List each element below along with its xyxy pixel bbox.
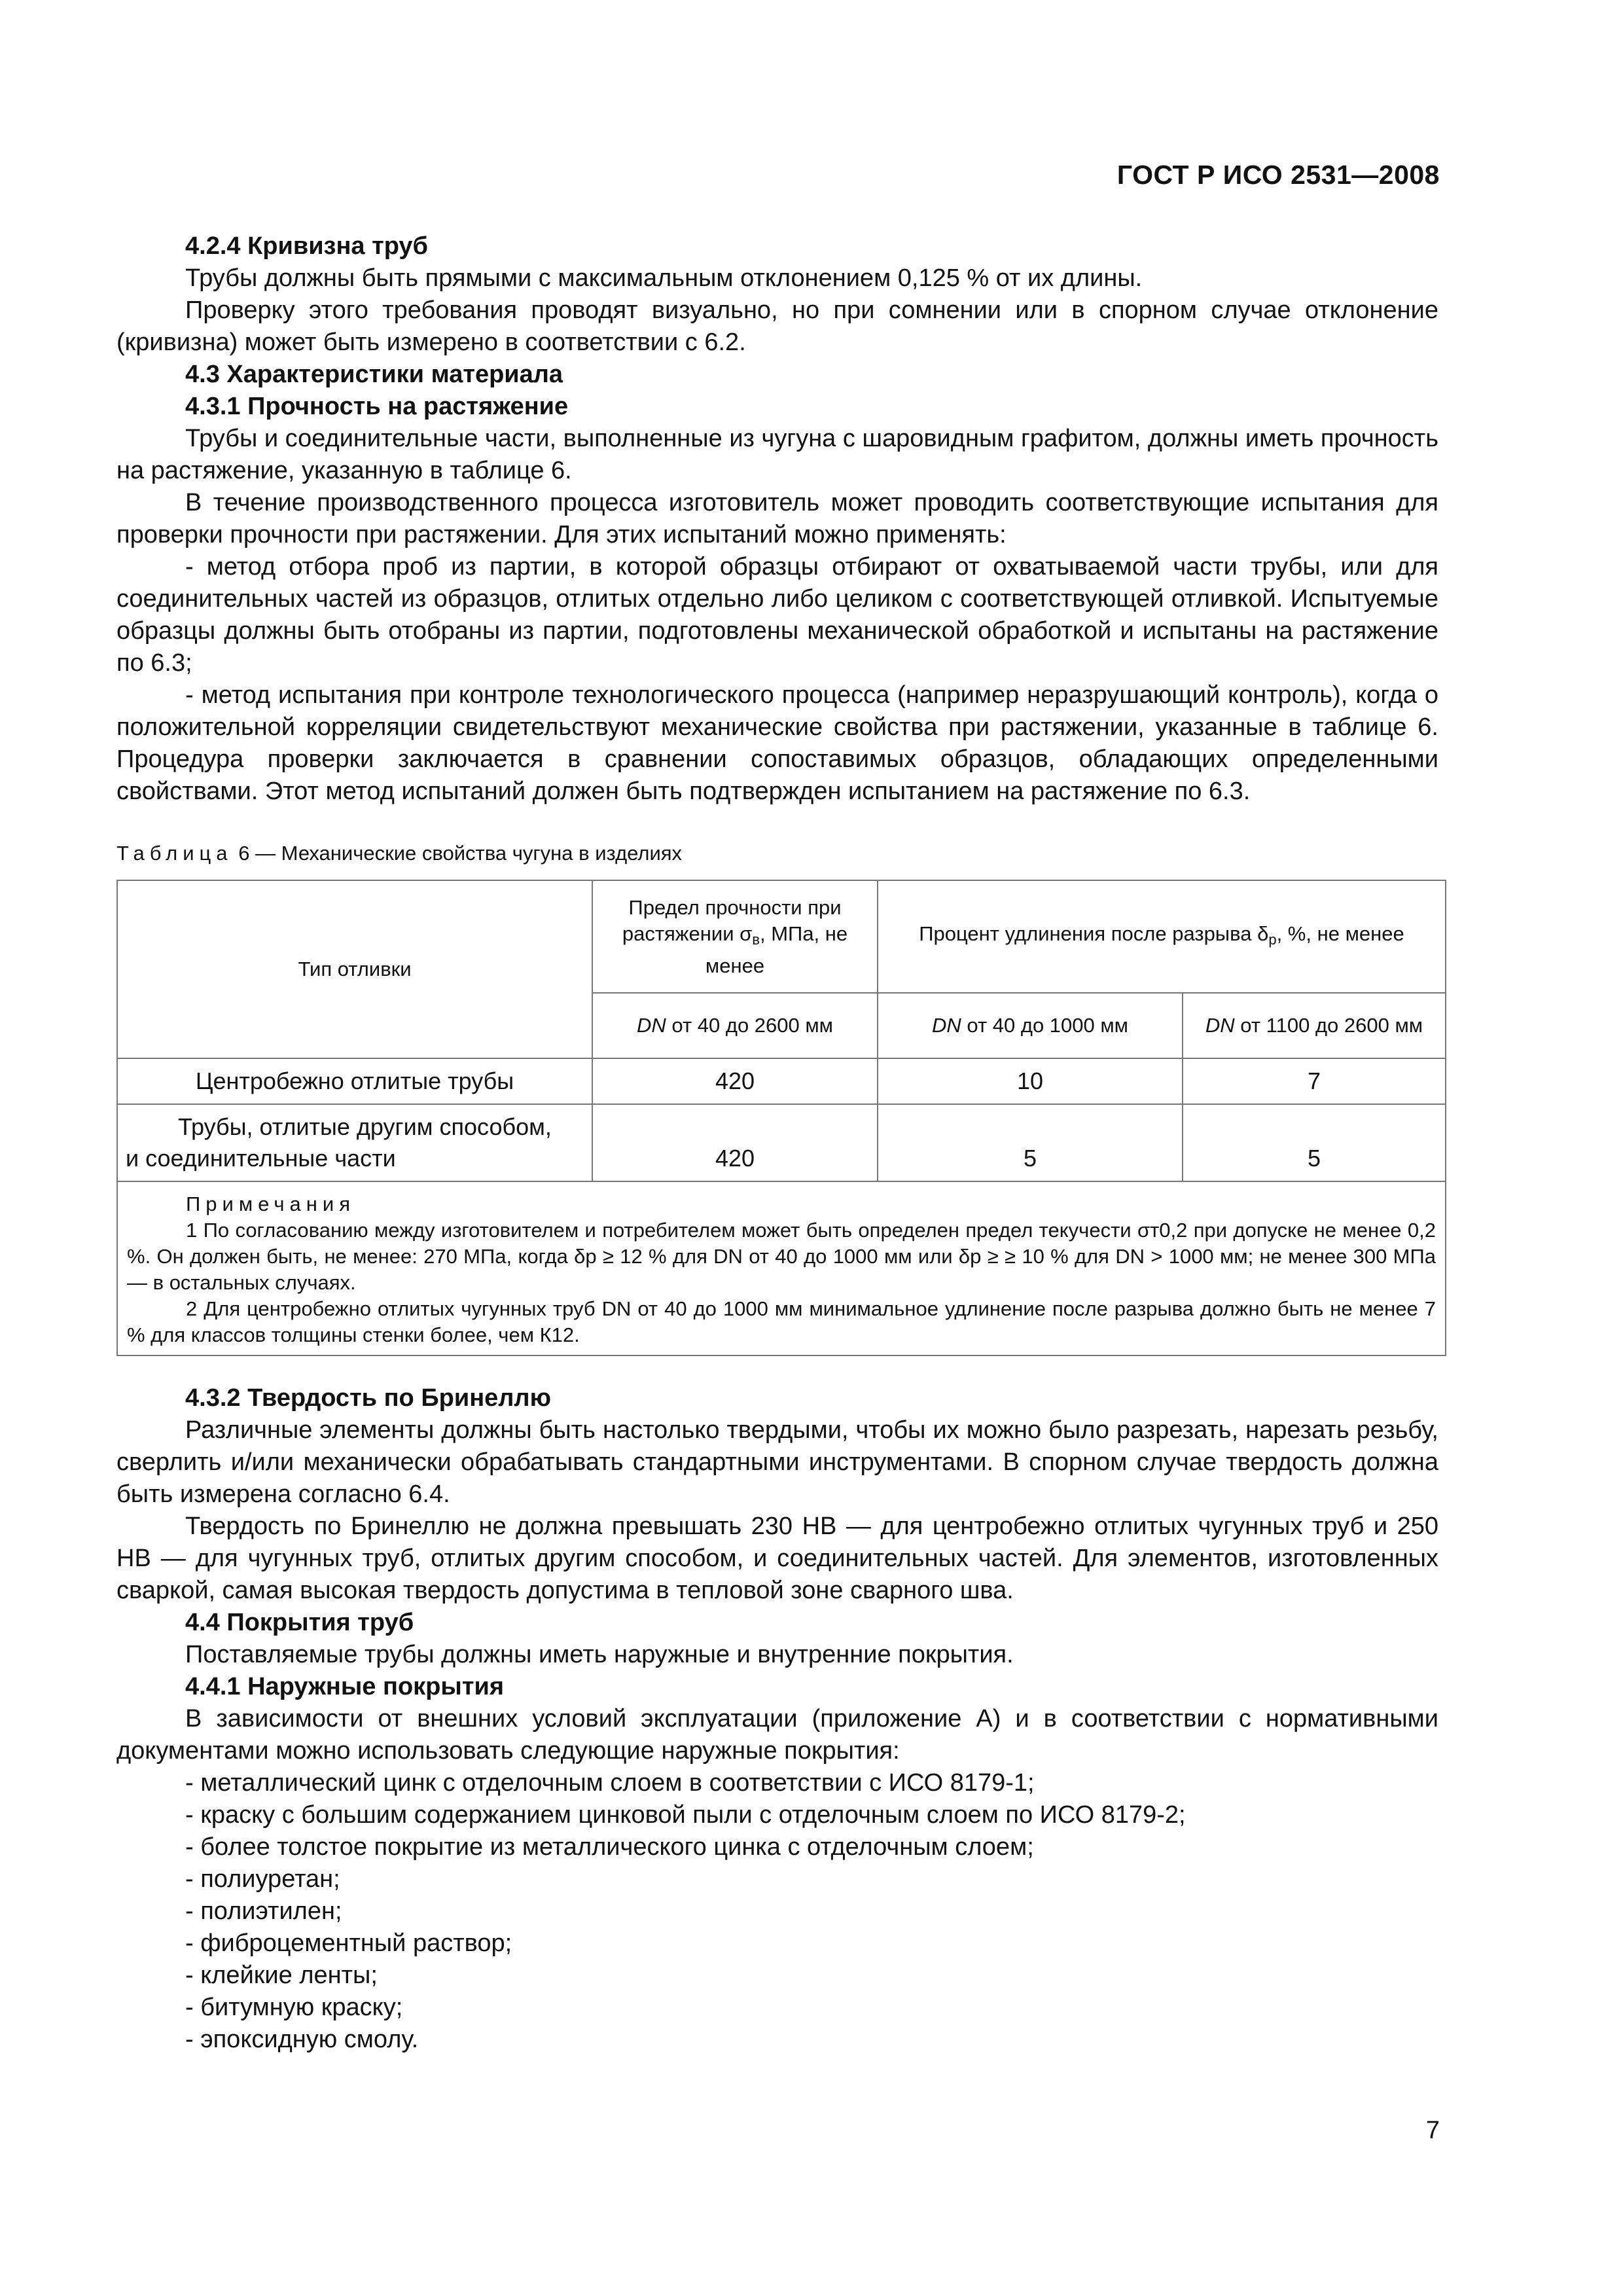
paragraph: Поставляемые трубы должны иметь наружные и внутренние покрытия. [185, 1641, 1014, 1668]
document-header: ГОСТ Р ИСО 2531—2008 [1116, 160, 1440, 190]
section-heading-4-4: 4.4 Покрытия труб [185, 1609, 414, 1636]
list-item: - клейкие ленты; [185, 1962, 378, 1989]
section-heading-4-3-1: 4.3.1 Прочность на растяжение [185, 393, 569, 420]
paragraph: Различные элементы должны быть настолько твердыми, чтобы их можно было разрезать, нарезать резьбу, сверлить и/или механически обрабатывать стандартными инструментами. В спорном случае твердость должна быть измерена согласно 6.4. [116, 1416, 1438, 1508]
cell-elong-2: 7 [1183, 1058, 1446, 1104]
col-header-elongation: Процент удлинения после разрыва $\delta_р$, %, не менее [878, 880, 1446, 993]
cell-type: Трубы, отлитые другим способом, и соединительные части [117, 1104, 592, 1181]
table-notes [117, 1181, 1446, 1355]
section-heading-4-3-2: 4.3.2 Твердость по Бринеллю [185, 1384, 552, 1412]
paragraph: Трубы и соединительные части, выполненные из чугуна с шаровидным графитом, должны иметь прочность на растяжение, указанную в таблице 6. [116, 425, 1438, 484]
list-item: - эпоксидную смолу. [185, 2026, 419, 2053]
list-item: - полиэтилен; [185, 1897, 342, 1925]
list-item: - метод испытания при контроле технологического процесса (например неразрушающий контроль), когда о положительной корреляции свидетельствуют механические свойства при растяжении, указанные в таблице 6. Процедура проверки заключается в сравнении сопоставимых образцов, обладающих определенными свойствами. Этот метод испытаний должен быть подтвержден испытанием на растяжение по 6.3. [116, 681, 1438, 805]
list-item: - метод отбора проб из партии, в которой образцы отбирают от охватываемой части трубы, или для соединительных частей из образцов, отлитых отдельно либо целиком с соответствующей отливкой. Испытуемые образцы должны быть отобраны из партии, подготовлены механической обработкой и испытаны на растяжение по 6.3; [116, 553, 1438, 677]
table-row [117, 1104, 1446, 1181]
table-title: — Механические свойства чугуна в изделиях [255, 842, 683, 865]
col-range-1: DN от 40 до 2600 мм [592, 993, 878, 1058]
cell-elong-1: 5 [878, 1104, 1183, 1181]
page-number: 7 [1425, 2117, 1440, 2144]
list-item: - фиброцементный раствор; [185, 1929, 512, 1957]
note-1: 1 По согласованию между изготовителем и потребителем может быть определен предел текучести σт0,2 при допуске не менее 0,2 %. Он должен быть, не менее: 270 МПа, когда δр ≥ 12 % для DN от 40 до 1000 мм или δр ≥ ≥ 10 % для DN > 1000 мм; не менее 300 МПа — в остальных случаях. [127, 1219, 1436, 1294]
section-heading-4-3: 4.3 Характеристики материала [185, 361, 563, 388]
document-body [116, 230, 1438, 2056]
list-item: - более толстое покрытие из металлического цинка с отделочным слоем; [185, 1833, 1034, 1861]
cell-elong-1: 10 [878, 1058, 1183, 1104]
paragraph: Проверку этого требования проводят визуально, но при сомнении или в спорном случае отклонение (кривизна) может быть измерено в соответствии с 6.2. [116, 296, 1438, 356]
paragraph: В течение производственного процесса изготовитель может проводить соответствующие испытания для проверки прочности при растяжении. Для этих испытаний можно применять: [116, 489, 1438, 548]
table-caption [116, 840, 1438, 867]
cell-type: Центробежно отлитые трубы [117, 1058, 592, 1104]
list-item: - битумную краску; [185, 1994, 403, 2021]
paragraph: В зависимости от внешних условий эксплуатации (приложение А) и в соответствии с нормативными документами можно использовать следующие наружные покрытия: [116, 1705, 1438, 1765]
list-item: - краску с большим содержанием цинковой пыли с отделочным слоем по ИСО 8179-2; [185, 1801, 1186, 1829]
col-range-2: DN от 40 до 1000 мм [878, 993, 1183, 1058]
list-item: - полиуретан; [185, 1865, 340, 1893]
col-header-type: Тип отливки [117, 880, 592, 1058]
col-header-strength: Предел прочности при растяжении $\sigma_в$, МПа, не менее [592, 880, 878, 993]
cell-elong-2: 5 [1183, 1104, 1446, 1181]
table-label: Таблица [116, 842, 233, 865]
table-6 [116, 880, 1446, 1356]
list-item: - металлический цинк с отделочным слоем в соответствии с ИСО 8179-1; [185, 1769, 1035, 1797]
paragraph: Твердость по Бринеллю не должна превышать 230 НВ — для центробежно отлитых чугунных труб и 250 НВ — для чугунных труб, отлитых другим способом, и соединительных частей. Для элементов, изготовленных сваркой, самая высокая твердость допустима в тепловой зоне сварного шва. [116, 1513, 1438, 1604]
cell-strength: 420 [592, 1058, 878, 1104]
table-row [117, 1058, 1446, 1104]
table-number: 6 [238, 842, 250, 865]
note-2: 2 Для центробежно отлитых чугунных труб DN от 40 до 1000 мм минимальное удлинение после разрыва должно быть не менее 7 % для классов толщины стенки более, чем К12. [127, 1297, 1436, 1346]
section-heading-4-4-1: 4.4.1 Наружные покрытия [185, 1673, 504, 1700]
col-range-3: DN от 1100 до 2600 мм [1183, 993, 1446, 1058]
section-heading-4-2-4: 4.2.4 Кривизна труб [185, 232, 429, 260]
paragraph: Трубы должны быть прямыми с максимальным отклонением 0,125 % от их длины. [185, 264, 1143, 292]
cell-strength: 420 [592, 1104, 878, 1181]
notes-title: Примечания [186, 1193, 355, 1215]
